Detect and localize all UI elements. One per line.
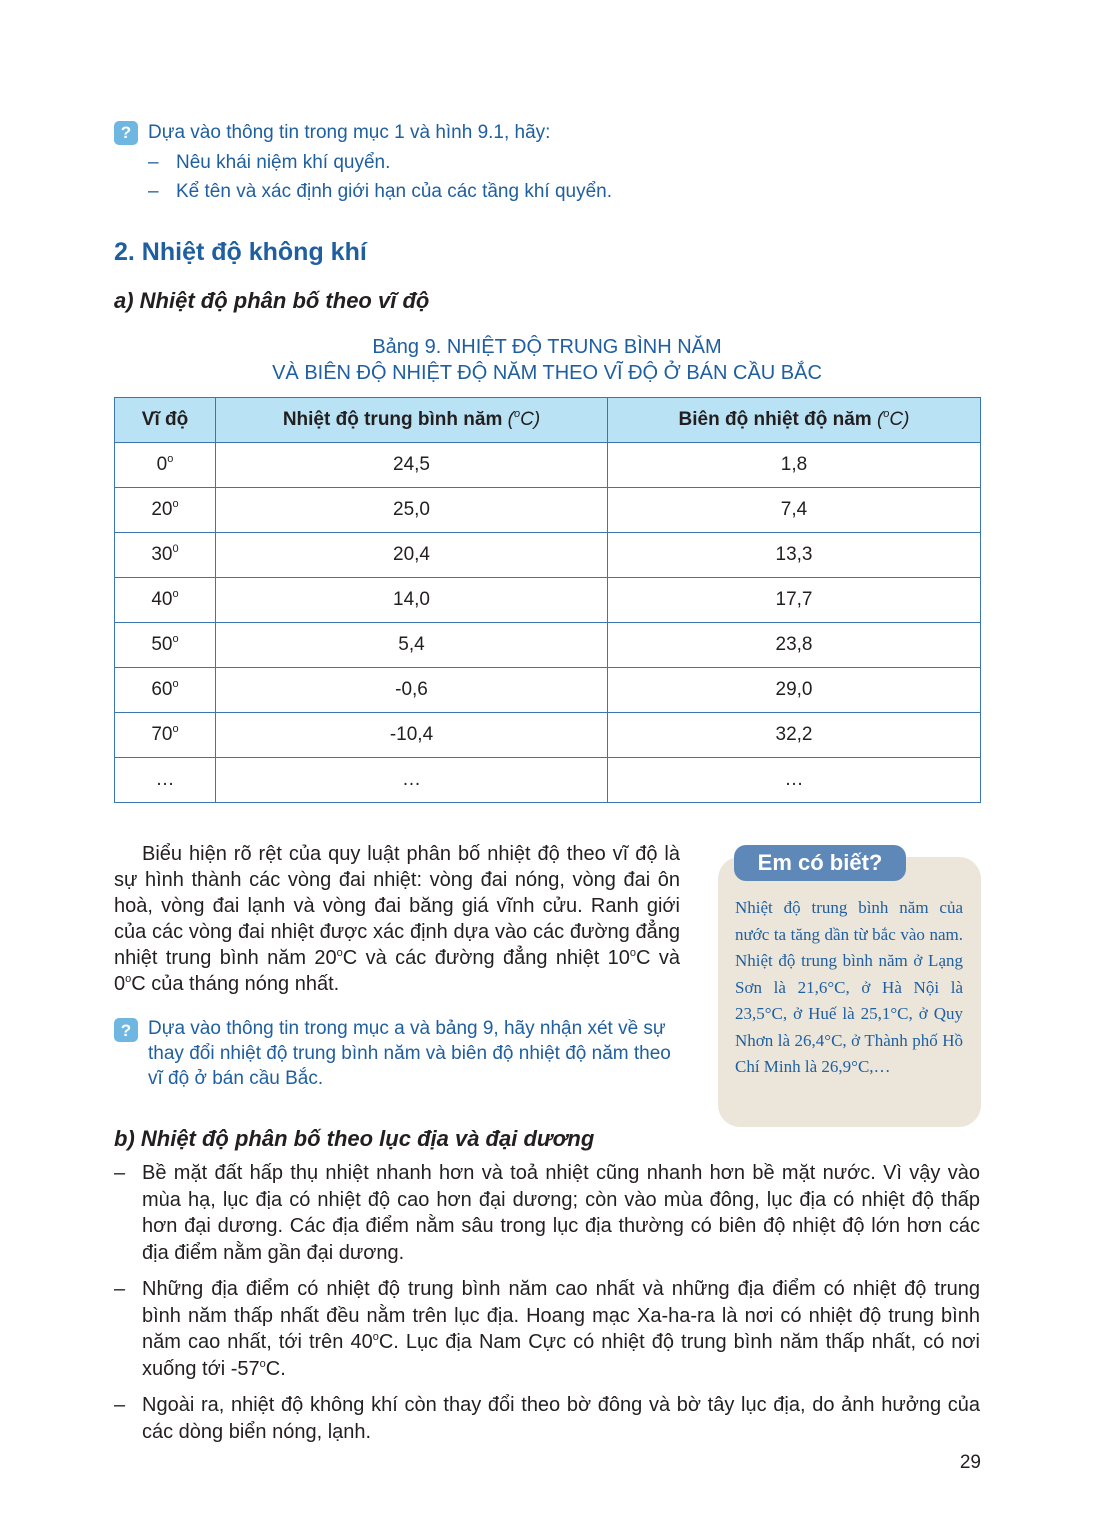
question-item (114, 148, 814, 177)
dash: – (148, 151, 159, 173)
header-avg-temp-label: Nhiệt độ trung bình năm (282, 409, 503, 430)
did-you-know-title: Em có biết? (734, 845, 906, 881)
cell-latitude: 70$^o$ (115, 713, 216, 758)
unit: ($^o$C) (507, 408, 541, 430)
question-intro: Dựa vào thông tin trong mục 1 và hình 9.1, hãy: (148, 122, 551, 143)
cell-avg: 5,4 (216, 623, 608, 668)
cell-range: 13,3 (608, 533, 981, 578)
table-row (115, 623, 981, 668)
section-heading: 2. Nhiệt độ không khí (114, 238, 367, 266)
list-item (114, 1276, 980, 1382)
header-avg-temp (216, 398, 608, 443)
cell-range: 7,4 (608, 488, 981, 533)
cell-latitude: 40$^o$ (115, 578, 216, 623)
table-row (115, 758, 981, 803)
list-item (114, 1392, 980, 1445)
did-you-know-text: Nhiệt độ trung bình năm của nước ta tăng dần từ bắc vào nam. Nhiệt độ trung bình năm ở Lạng Sơn là 21,6°C, ở Hà Nội là 23,5°C, ở Huế là 25,1°C, ở Quy Nhơn là 26,4°C, ở Thành phố Hồ Chí Minh là 26,9°C,… (735, 898, 963, 1076)
dash: – (114, 1278, 126, 1300)
header-latitude: Vĩ độ (115, 398, 216, 443)
question-block-2 (114, 1016, 680, 1091)
cell-latitude: 0$^o$ (115, 443, 216, 488)
cell-avg: 14,0 (216, 578, 608, 623)
cell-latitude: 20$^o$ (115, 488, 216, 533)
cell-range: 32,2 (608, 713, 981, 758)
header-temp-range (608, 398, 981, 443)
question-2-text: Dựa vào thông tin trong mục a và bảng 9, hãy nhận xét về sự thay đổi nhiệt độ trung bình năm và biên độ nhiệt độ năm theo vĩ độ ở bán cầu Bắc. (148, 1018, 671, 1089)
unit: ($^o$C) (876, 408, 910, 430)
temperature-table (114, 397, 981, 803)
page-number: 29 (959, 1452, 981, 1473)
cell-avg: 20,4 (216, 533, 608, 578)
table-row (115, 578, 981, 623)
subheading-a: a) Nhiệt độ phân bố theo vĩ độ (114, 288, 430, 313)
cell-latitude: 60$^o$ (115, 668, 216, 713)
table-row (115, 488, 981, 533)
question-mark-icon: ? (114, 1018, 138, 1042)
table-caption-line-2: VÀ BIÊN ĐỘ NHIỆT ĐỘ NĂM THEO VĨ ĐỘ Ở BÁN CẦU BẮC (272, 362, 822, 384)
question-item-text: Kể tên và xác định giới hạn của các tầng khí quyển. (176, 180, 613, 202)
table-header-row (115, 398, 981, 443)
cell-avg: … (216, 758, 608, 803)
table-caption-line-1: Bảng 9. NHIỆT ĐỘ TRUNG BÌNH NĂM (372, 336, 722, 358)
header-temp-range-label: Biên độ nhiệt độ năm (678, 409, 872, 430)
cell-range: 1,8 (608, 443, 981, 488)
question-intro-line (114, 118, 814, 148)
cell-avg: -0,6 (216, 668, 608, 713)
list-item-text: Những địa điểm có nhiệt độ trung bình năm cao nhất và những địa điểm có nhiệt độ trung bình năm thấp nhất đều nằm trên lục địa. Hoang mạc Xa-ha-ra là nơi có nhiệt độ trung bình năm cao nhất, tới trên 40$^o$C. Lục địa Nam Cực có nhiệt độ trung bình năm thấp nhất, có nơi xuống tới -57$^o$C. (142, 1278, 980, 1380)
table-row (115, 713, 981, 758)
bullet-list (114, 1160, 980, 1455)
subheading-b: b) Nhiệt độ phân bố theo lục địa và đại dương (114, 1126, 595, 1151)
cell-avg: 24,5 (216, 443, 608, 488)
cell-avg: -10,4 (216, 713, 608, 758)
cell-range: … (608, 758, 981, 803)
table-row (115, 533, 981, 578)
question-item-text: Nêu khái niệm khí quyển. (176, 151, 391, 173)
list-item-text: Bề mặt đất hấp thụ nhiệt nhanh hơn và toả nhiệt cũng nhanh hơn bề mặt nước. Vì vậy vào mùa hạ, lục địa có nhiệt độ cao hơn đại dương; còn vào mùa đông, lục địa có nhiệt độ thấp hơn đại dương. Các địa điểm nằm sâu trong lục địa thường có biên độ nhiệt độ lớn hơn các địa điểm nằm gần đại dương. (142, 1162, 980, 1264)
list-item (114, 1160, 980, 1266)
dash: – (114, 1162, 126, 1184)
cell-latitude: … (115, 758, 216, 803)
cell-latitude: 50$^o$ (115, 623, 216, 668)
table-caption (114, 334, 980, 386)
question-mark-icon: ? (114, 121, 138, 145)
body-paragraph: Biểu hiện rõ rệt của quy luật phân bố nhiệt độ theo vĩ độ là sự hình thành các vòng đai nhiệt: vòng đai nóng, vòng đai ôn hoà, vòng đai lạnh và vòng đai băng giá vĩnh cửu. Ranh giới của các vòng đai nhiệt được xác định dựa vào các đường đẳng nhiệt trung bình năm 20$^o$C và các đường đẳng nhiệt 10$^o$C và 0$^o$C của tháng nóng nhất. (114, 843, 681, 995)
table-row (115, 668, 981, 713)
dash: – (148, 180, 159, 202)
cell-latitude: $30^0$ (115, 533, 216, 578)
dash: – (114, 1394, 126, 1416)
cell-range: 29,0 (608, 668, 981, 713)
cell-range: 23,8 (608, 623, 981, 668)
table-row (115, 443, 981, 488)
cell-avg: 25,0 (216, 488, 608, 533)
question-block-1 (114, 118, 814, 206)
question-item (114, 177, 814, 206)
list-item-text: Ngoài ra, nhiệt độ không khí còn thay đổi theo bờ đông và bờ tây lục địa, do ảnh hưởng của các dòng biển nóng, lạnh. (142, 1394, 980, 1443)
cell-range: 17,7 (608, 578, 981, 623)
